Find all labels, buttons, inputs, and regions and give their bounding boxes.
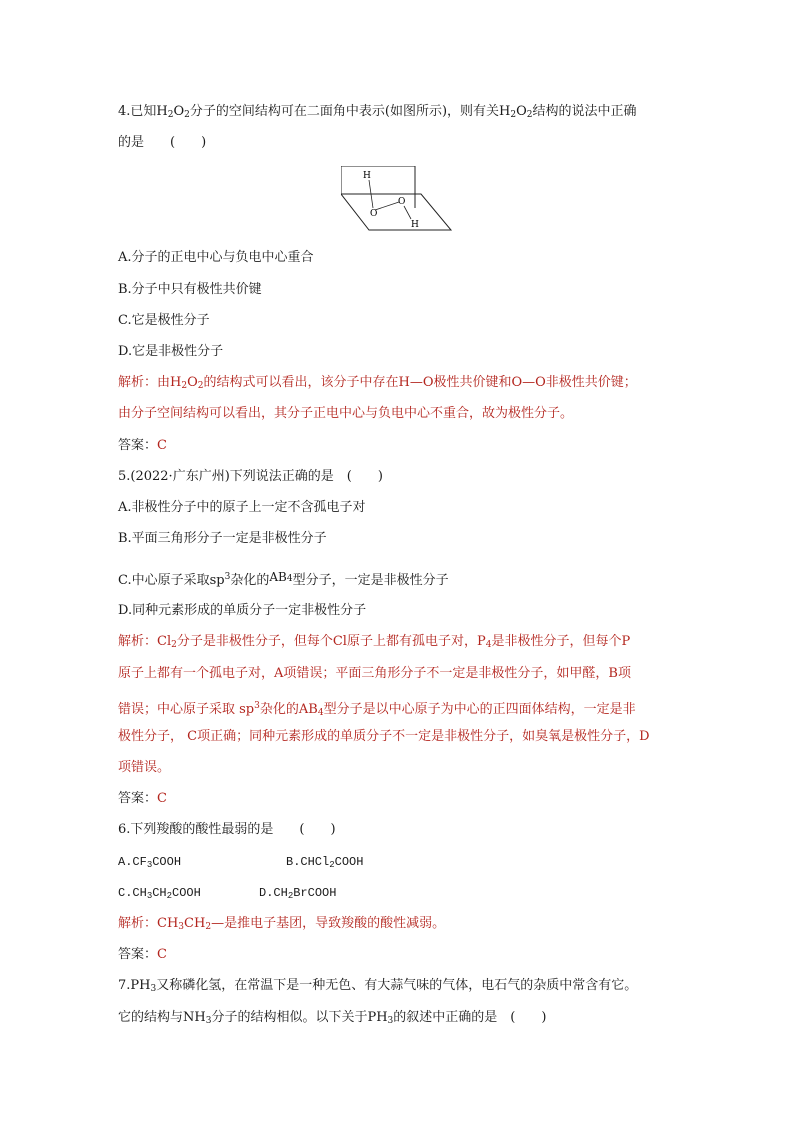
q6-stem: 6.下列羧酸的酸性最弱的是 ( )	[118, 822, 336, 837]
q4-stem-line2: 的是 ( )	[118, 135, 207, 150]
q6-option-c: $C.CH_3CH_2COOH$	[118, 886, 201, 901]
q6-option-d: $D.CH_2BrCOOH$	[259, 886, 337, 901]
q4-stem-line1: 4.已知$H_2O_2$分子的空间结构可在二面角中表示(如图所示)，则有关$H_2O_2$结构的说法中正确	[118, 104, 637, 120]
q5-stem: 5.(2022·广东广州)下列说法正确的是 ( )	[118, 469, 383, 484]
h2o2-dihedral-diagram	[341, 166, 453, 232]
oh-bond-right	[404, 206, 411, 219]
q5-option-a: A.非极性分子中的原子上一定不含孤电子对	[118, 500, 366, 515]
q4-option-d: D.它是非极性分子	[118, 344, 224, 359]
q5-analysis-line4: 极性分子， C项正确；同种元素形成的单质分子不一定是非极性分子，如臭氧是极性分子，D	[118, 729, 650, 744]
q6-option-b: B.CHCl$_2$COOH	[286, 855, 364, 870]
q5-analysis-line1: 解析：$Cl_2$分子是非极性分子，但每个Cl原子上都有孤电子对，$P_4$是非极性分子，但每个P	[118, 634, 631, 650]
q4-option-c: C.它是极性分子	[118, 313, 210, 328]
atom-o-right: O	[398, 197, 406, 207]
q4-analysis-line2: 由分子空间结构可以看出，其分子正电中心与负电中心不重合，故为极性分子。	[118, 406, 574, 421]
oo-bond	[375, 202, 399, 210]
q4-answer: 答案：C	[118, 438, 167, 453]
atom-h-bottom: H	[411, 220, 419, 230]
q6-option-a: $A.CF_3COOH$	[118, 855, 182, 870]
q5-answer: 答案：C	[118, 791, 167, 806]
q7-stem-line2: 它的结构与$NH_3$分子的结构相似。以下关于$PH_3$的叙述中正确的是 ( )	[118, 1010, 547, 1026]
q5-option-d: D.同种元素形成的单质分子一定非极性分子	[118, 603, 367, 618]
q5-analysis-line2: 原子上都有一个孤电子对，A项错误；平面三角形分子不一定是非极性分子，如甲醛，B项	[118, 666, 631, 681]
q5-option-b: B.平面三角形分子一定是非极性分子	[118, 531, 327, 546]
q6-answer: 答案：C	[118, 947, 167, 962]
q5-analysis-line3: 错误；中心原子采取 $sp^3$杂化的$AB_4$型分子是以中心原子为中心的正四面体结构，一定是非	[118, 701, 636, 718]
q4-option-a: A.分子的正电中心与负电中心重合	[118, 250, 314, 265]
q5-option-c: C.中心原子采取$sp^3$杂化的$AB^4$型分子，一定是非极性分子	[118, 570, 449, 588]
q5-analysis-line5: 项错误。	[118, 760, 171, 775]
q6-analysis: 解析：$CH_3CH_2—$是推电子基团，导致羧酸的酸性减弱。	[118, 916, 446, 932]
q7-stem-line1: $7.PH_3$又称磷化氢，在常温下是一种无色、有大蒜气味的气体，电石气的杂质中常含有它。	[118, 978, 638, 994]
q4-analysis-line1: 解析：由$H_2O_2$的结构式可以看出，该分子中存在H—O极性共价键和O—O非极性共价键；	[118, 375, 637, 391]
q4-option-b: B.分子中只有极性共价键	[118, 282, 262, 297]
atom-h-top: H	[363, 171, 371, 181]
atom-o-left: O	[370, 209, 378, 219]
